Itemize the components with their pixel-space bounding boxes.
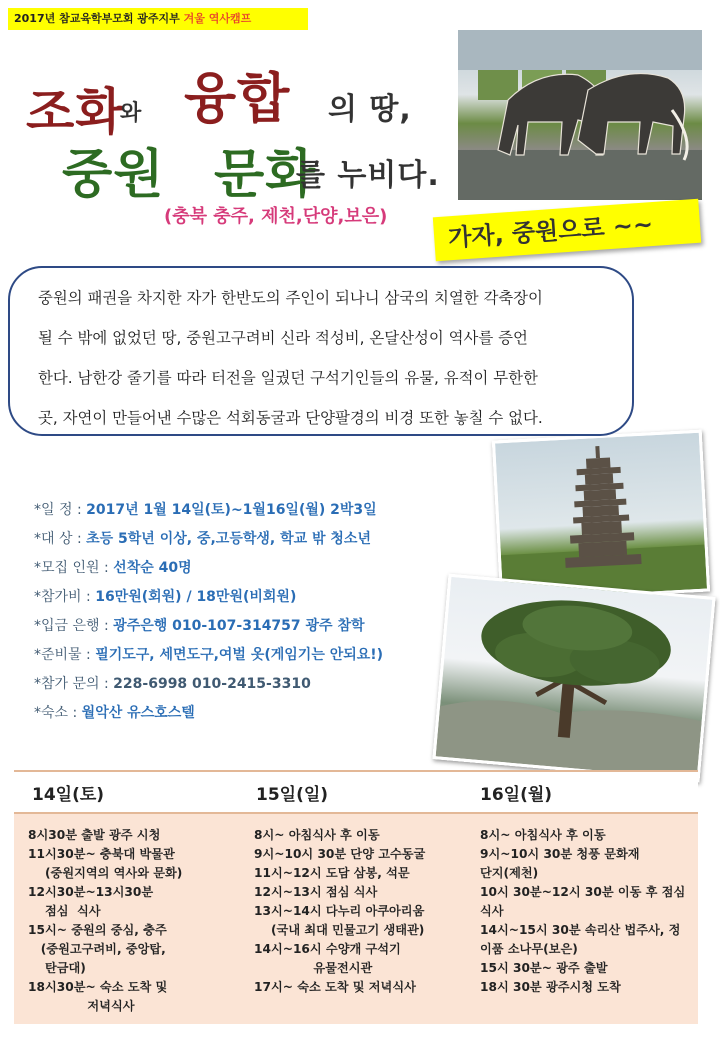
info-label: *참가비 : xyxy=(34,589,96,605)
day3-title: 16일(월) xyxy=(480,785,553,805)
schedule-item: 8시~ 아침식사 후 이동 xyxy=(254,828,380,842)
info-value: 16만원(회원) / 18만원(비회원) xyxy=(95,589,297,605)
schedule-item: 12시~13시 점심 식사 xyxy=(254,885,378,899)
info-fee xyxy=(34,586,296,610)
headline-culture: 문화 xyxy=(214,145,317,205)
schedule-item: 탄금대) xyxy=(28,961,86,975)
schedule-item: 14시~16시 수양개 구석기 xyxy=(254,942,401,956)
headline-of-land: 의 땅, xyxy=(328,92,412,127)
schedule-item: 9시~10시 30분 청풍 문화재 xyxy=(480,847,640,861)
info-bank xyxy=(34,615,365,639)
schedule-item: 식사 xyxy=(480,904,504,918)
info-contact xyxy=(34,673,311,697)
info-label: *일 정 : xyxy=(34,502,87,518)
schedule-item: 11시30분~ 충북대 박물관 xyxy=(28,847,175,861)
info-supplies xyxy=(34,644,383,668)
schedule-item: 8시~ 아침식사 후 이동 xyxy=(480,828,606,842)
day2-schedule xyxy=(254,826,425,997)
schedule-item: 17시~ 숙소 도착 및 저녁식사 xyxy=(254,980,416,994)
intro-line: 중원의 패권을 차지한 자가 한반도의 주인이 되나니 삼국의 치열한 각축장이 xyxy=(38,289,543,307)
info-label: *입금 은행 : xyxy=(34,618,114,634)
info-lodging xyxy=(34,702,195,726)
top-banner xyxy=(8,8,308,30)
schedule-item: 이품 소나무(보은) xyxy=(480,942,578,956)
schedule-item: 15시 30분~ 광주 출발 xyxy=(480,961,608,975)
schedule-body xyxy=(14,814,698,1024)
info-value: 선착순 40명 xyxy=(113,560,192,576)
day1-schedule xyxy=(28,826,182,1016)
banner-accent: 겨울 역사캠프 xyxy=(183,12,252,25)
schedule-item: 저녁식사 xyxy=(28,999,135,1013)
info-value: 필기도구, 세면도구,여벌 옷(게임기는 안되요!) xyxy=(95,647,384,663)
info-target xyxy=(34,528,371,552)
info-capacity xyxy=(34,557,192,581)
slogan-banner: 가자, 중원으로 ~~ xyxy=(433,199,701,261)
banner-text: 2017년 참교육학부모회 광주지부 xyxy=(14,12,184,25)
schedule-item: (국내 최대 민물고기 생태관) xyxy=(254,923,425,937)
schedule-item: 9시~10시 30분 단양 고수동굴 xyxy=(254,847,426,861)
schedule-item: (중원고구려비, 중앙탑, xyxy=(28,942,166,956)
info-label: *모집 인원 : xyxy=(34,560,114,576)
info-value: 2017년 1월 14일(토)~1월16일(월) 2박3일 xyxy=(86,502,377,518)
schedule-item: 유물전시관 xyxy=(254,961,373,975)
schedule-item: 12시30분~13시30분 xyxy=(28,885,154,899)
schedule-item: 18시30분~ 숙소 도착 및 xyxy=(28,980,168,994)
intro-line: 곳, 자연이 만들어낸 수많은 석회동굴과 단양팔경의 비경 또한 놓칠 수 없다. xyxy=(38,409,543,427)
schedule-item: 8시30분 출발 광주 시청 xyxy=(28,828,161,842)
schedule-item: (중원지역의 역사와 문화) xyxy=(28,866,183,880)
schedule-item: 10시 30분~12시 30분 이동 후 점심 xyxy=(480,885,686,899)
day3-schedule xyxy=(480,826,685,997)
schedule-item: 14시~15시 30분 속리산 법주사, 정 xyxy=(480,923,681,937)
schedule-header xyxy=(14,770,698,814)
info-value: 월악산 유스호스텔 xyxy=(81,705,195,721)
day1-title: 14일(토) xyxy=(32,785,105,805)
schedule-item: 11시~12시 도담 삼봉, 석문 xyxy=(254,866,410,880)
headline-fusion: 융합 xyxy=(184,67,291,130)
headline-harmony: 조화 xyxy=(26,83,125,141)
info-value: 광주은행 010-107-314757 광주 참학 xyxy=(113,618,365,634)
intro-line: 한다. 남한강 줄기를 따라 터전을 일궜던 구석기인들의 유물, 유적이 무한한 xyxy=(38,369,538,387)
intro-text-box xyxy=(8,266,634,436)
headline-particle-wa: 와 xyxy=(120,101,143,126)
intro-line: 될 수 밖에 없었던 땅, 중원고구려비 신라 적성비, 온달산성이 역사를 증언 xyxy=(38,329,528,347)
schedule-item: 18시 30분 광주시청 도착 xyxy=(480,980,621,994)
info-value: 228-6998 010-2415-3310 xyxy=(113,676,311,692)
headline-jungwon: 중원 xyxy=(62,145,165,205)
region-subtitle: (충북 충주, 제천,단양,보은) xyxy=(164,206,388,227)
schedule-item: 단지(제천) xyxy=(480,866,539,880)
schedule-item: 15시~ 중원의 중심, 충주 xyxy=(28,923,167,937)
headline-explore: 를 누비다. xyxy=(296,158,440,193)
museum-mammoth-photo xyxy=(458,30,702,200)
info-label: *준비물 : xyxy=(34,647,96,663)
info-label: *대 상 : xyxy=(34,531,87,547)
info-value: 초등 5학년 이상, 중,고등학생, 학교 밖 청소년 xyxy=(86,531,371,547)
info-label: *숙소 : xyxy=(34,705,82,721)
pine-tree-photo xyxy=(432,574,715,783)
schedule-item: 13시~14시 다누리 아쿠아리움 xyxy=(254,904,425,918)
info-label: *참가 문의 : xyxy=(34,676,114,692)
seven-story-pagoda-photo xyxy=(492,430,710,603)
schedule-item: 점심 식사 xyxy=(28,904,101,918)
day2-title: 15일(일) xyxy=(256,785,329,805)
info-dates xyxy=(34,499,377,523)
